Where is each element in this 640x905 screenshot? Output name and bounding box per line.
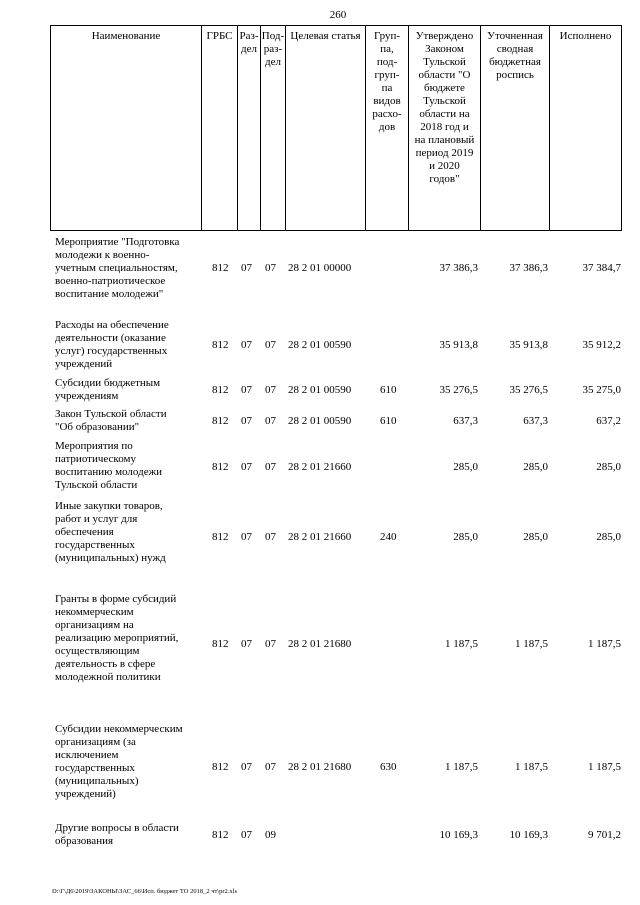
row-razdel: 07 (241, 461, 252, 473)
row-executed: 285,0 (596, 461, 621, 473)
row-grbs: 812 (212, 415, 229, 427)
row-executed: 285,0 (596, 531, 621, 543)
row-target-article: 28 2 01 00000 (288, 262, 352, 274)
row-target-article: 28 2 01 00590 (288, 415, 352, 427)
row-target-article: 28 2 01 21680 (288, 761, 352, 773)
row-razdel: 07 (241, 761, 252, 773)
row-podrazdel: 07 (265, 638, 276, 650)
row-target-article: 28 2 01 00590 (288, 384, 352, 396)
row-razdel: 07 (241, 262, 252, 274)
row-razdel: 07 (241, 384, 252, 396)
row-grbs: 812 (212, 384, 229, 396)
row-grbs: 812 (212, 461, 229, 473)
row-name: Мероприятия по патриотическому воспитанию молодежи Тульской области (55, 440, 163, 491)
row-name: Субсидии бюджетным учреждениям (55, 377, 161, 402)
row-podrazdel: 07 (265, 531, 276, 543)
row-executed: 35 912,2 (582, 339, 621, 351)
row-grbs: 812 (212, 829, 229, 841)
row-expense-group: 610 (380, 384, 397, 396)
row-podrazdel: 07 (265, 384, 276, 396)
row-executed: 637,2 (596, 415, 621, 427)
row-executed: 1 187,5 (588, 638, 621, 650)
row-podrazdel: 07 (265, 415, 276, 427)
row-name: Гранты в форме субсидий некоммерческим организациям на реализацию мероприятий, осуществляющим деятельность в сфере молодежной политики (55, 593, 179, 683)
row-target-article: 28 2 01 00590 (288, 339, 352, 351)
row-approved: 637,3 (453, 415, 478, 427)
row-target-article: 28 2 01 21660 (288, 531, 352, 543)
row-approved: 1 187,5 (445, 761, 478, 773)
header-podrazdel: Под- раз- дел (260, 25, 286, 231)
header-grbs: ГРБС (201, 25, 238, 231)
page-number: 260 (329, 9, 347, 21)
row-podrazdel: 07 (265, 461, 276, 473)
header-revised: Уточненная сводная бюджетная роспись (480, 25, 550, 231)
row-executed: 37 384,7 (582, 262, 621, 274)
header-razdel: Раз- дел (237, 25, 261, 231)
row-expense-group: 610 (380, 415, 397, 427)
row-name: Субсидии некоммерческим организациям (за исключением государственных (муниципальных) учреждений) (55, 723, 183, 800)
row-razdel: 07 (241, 531, 252, 543)
header-name: Наименование (50, 25, 202, 231)
row-podrazdel: 07 (265, 262, 276, 274)
row-approved: 285,0 (453, 531, 478, 543)
row-target-article: 28 2 01 21660 (288, 461, 352, 473)
row-razdel: 07 (241, 638, 252, 650)
row-approved: 285,0 (453, 461, 478, 473)
row-revised: 1 187,5 (515, 761, 548, 773)
row-expense-group: 630 (380, 761, 397, 773)
row-name: Другие вопросы в области образования (55, 822, 179, 847)
file-path-footer: D:\Г\Д6\2019\ЗАКОНЫ\ЗАС_66\Исп. бюджет ТО 2018_2 чт\pr2.xls (52, 888, 237, 895)
row-grbs: 812 (212, 761, 229, 773)
row-name: Закон Тульской области "Об образовании" (55, 408, 167, 433)
row-revised: 37 386,3 (509, 262, 548, 274)
row-executed: 35 275,0 (582, 384, 621, 396)
row-podrazdel: 09 (265, 829, 276, 841)
row-revised: 35 913,8 (509, 339, 548, 351)
row-revised: 10 169,3 (509, 829, 548, 841)
row-grbs: 812 (212, 262, 229, 274)
row-grbs: 812 (212, 531, 229, 543)
header-target-article: Целевая статья (285, 25, 366, 231)
row-revised: 1 187,5 (515, 638, 548, 650)
row-executed: 9 701,2 (588, 829, 621, 841)
row-razdel: 07 (241, 829, 252, 841)
row-approved: 1 187,5 (445, 638, 478, 650)
row-podrazdel: 07 (265, 339, 276, 351)
row-razdel: 07 (241, 415, 252, 427)
row-revised: 285,0 (523, 531, 548, 543)
row-target-article: 28 2 01 21680 (288, 638, 352, 650)
row-expense-group: 240 (380, 531, 397, 543)
row-name: Иные закупки товаров, работ и услуг для обеспечения государственных (муниципальных) нужд (55, 500, 166, 564)
row-razdel: 07 (241, 339, 252, 351)
header-approved: Утверждено Законом Тульской области "О бюджете Тульской области на 2018 год и на плановый период 2019 и 2020 годов" (408, 25, 481, 231)
header-expense-group: Груп- па, под- груп- па видов расхо- дов (365, 25, 409, 231)
row-revised: 35 276,5 (509, 384, 548, 396)
row-approved: 37 386,3 (439, 262, 478, 274)
row-approved: 35 276,5 (439, 384, 478, 396)
row-approved: 35 913,8 (439, 339, 478, 351)
row-revised: 285,0 (523, 461, 548, 473)
row-approved: 10 169,3 (439, 829, 478, 841)
row-grbs: 812 (212, 339, 229, 351)
row-grbs: 812 (212, 638, 229, 650)
row-executed: 1 187,5 (588, 761, 621, 773)
row-name: Расходы на обеспечение деятельности (оказание услуг) государственных учреждений (55, 319, 169, 370)
header-executed: Исполнено (549, 25, 622, 231)
row-podrazdel: 07 (265, 761, 276, 773)
row-revised: 637,3 (523, 415, 548, 427)
row-name: Мероприятие "Подготовка молодежи к военно- учетным специальностям, военно-патриотическое воспитание молодежи" (55, 236, 180, 300)
